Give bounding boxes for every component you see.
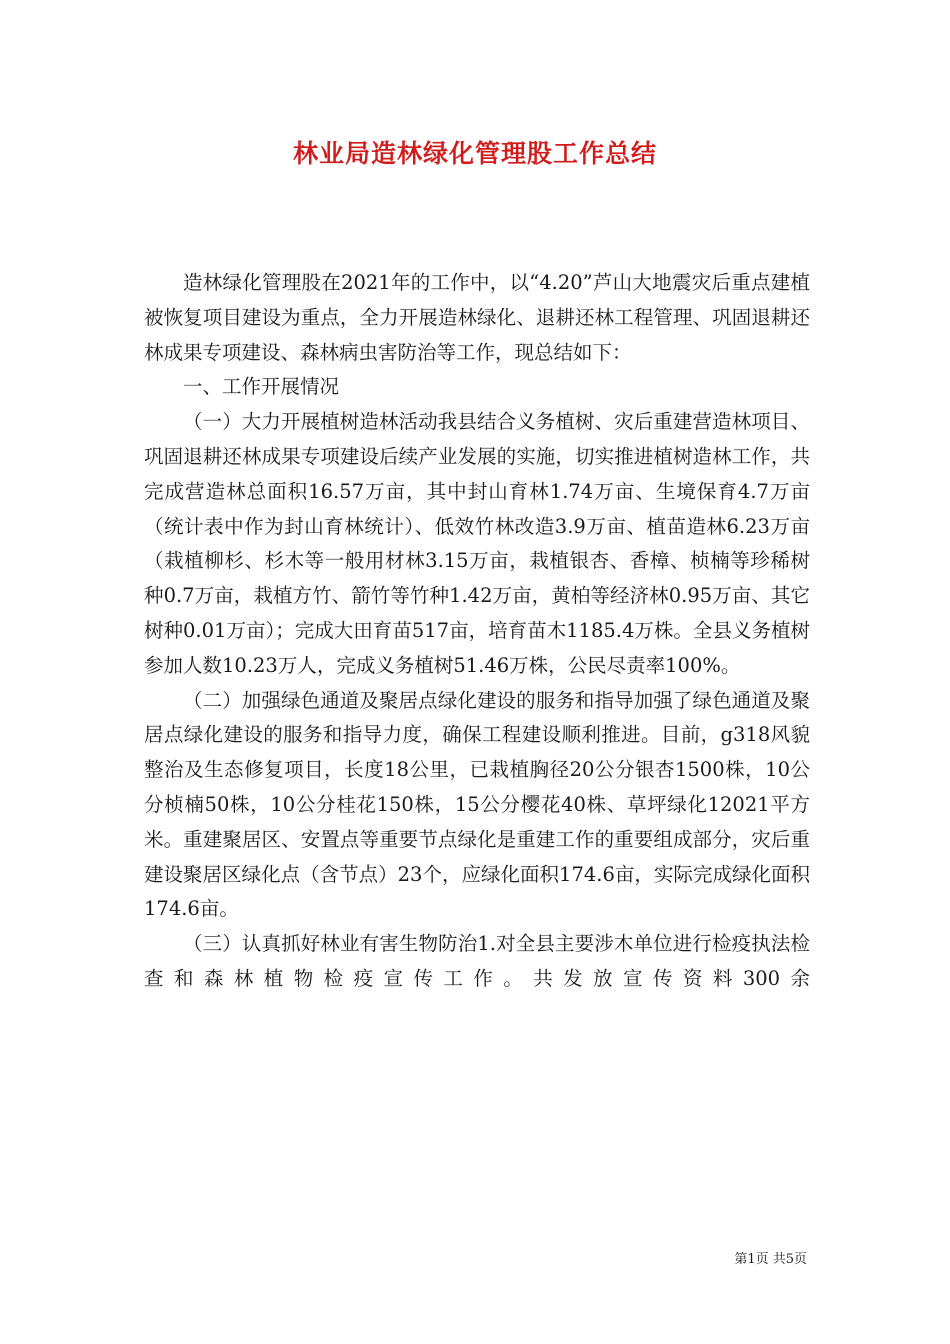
paragraph-afforestation: （一）大力开展植树造林活动我县结合义务植树、灾后重建营造林项目、巩固退耕还林成果专项建设后续产业发展的实施，切实推进植树造林工作，共完成营造林总面积16.57万亩，其中封山育林1.74万亩、生境保育4.7万亩（统计表中作为封山育林统计）、低效竹林改造3.9万亩、植苗造林6.23万亩（栽植柳杉、杉木等一般用材林3.15万亩，栽植银杏、香樟、桢楠等珍稀树种0.7万亩，栽植方竹、箭竹等竹种1.42万亩，黄柏等经济林0.95万亩、其它树种0.01万亩）；完成大田育苗517亩，培育苗木1185.4万株。全县义务植树参加人数10.23万人，完成义务植树51.46万株，公民尽责率100%。 [144,410,810,677]
paragraph-green-corridor: （二）加强绿色通道及聚居点绿化建设的服务和指导加强了绿色通道及聚居点绿化建设的服务和指导力度，确保工程建设顺利推进。目前，g318风貌整治及生态修复项目，长度18公里，已栽植胸径20公分银杏1500株，10公分桢楠50株，10公分桂花150株，15公分樱花40株、草坪绿化12021平方米。重建聚居区、安置点等重要节点绿化是重建工作的重要组成部分，灾后重建设聚居区绿化点（含节点）23个，应绿化面积174.6亩，实际完成绿化面积174.6亩。 [144,688,810,921]
document-title: 林业局造林绿化管理股工作总结 [292,139,657,168]
intro-paragraph: 造林绿化管理股在2021年的工作中，以“4.20”芦山大地震灾后重点建植被恢复项目建设为重点，全力开展造林绿化、退耕还林工程管理、巩固退耕还林成果专项建设、森林病虫害防治等工作，现总结如下： [144,271,810,364]
section-heading: 一、工作开展情况 [183,375,340,399]
page-number: 第1页 共5页 [734,1252,807,1267]
document-body [144,266,810,997]
paragraph-pest-control: （三）认真抓好林业有害生物防治1.对全县主要涉木单位进行检疫执法检查和森林植物检疫宣传工作。共发放宣传资料300余 [144,932,810,990]
